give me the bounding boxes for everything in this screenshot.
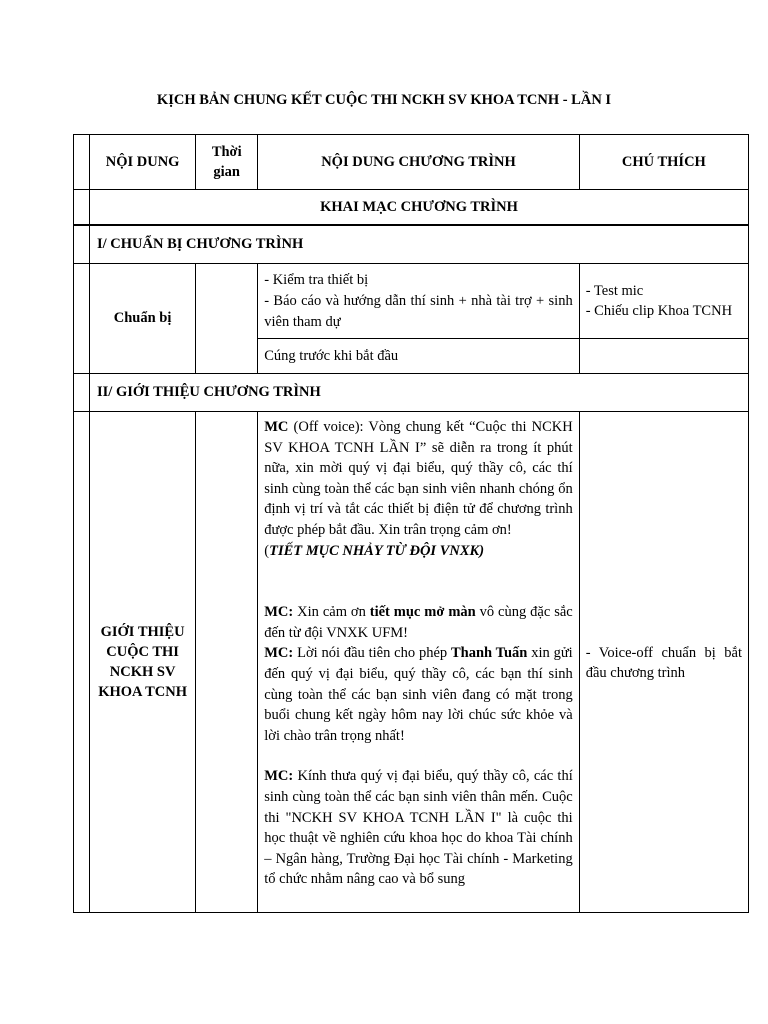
margin-cell [74,135,90,190]
section-row-1 [74,225,749,264]
script-emphasis: Thanh Tuấn [450,645,528,662]
prep-ceremony [258,339,579,374]
script-act [264,541,572,562]
intro-script-cell [258,412,579,913]
script-text: Kính thưa quý vị đại biểu, quý thầy cô, các thí sinh cùng toàn thể các bạn sinh viên thân mến. Cuộc thi "NCKH SV KHOA TCNH LẦN I" là cuộc thi học thuật về nghiên cứu khoa học do khoa Tài chính – Ngân hàng, Trường Đại học Tài chính - Marketing tổ chức nhằm nâng cao và bổ sung [264,768,573,888]
script-para-3 [264,643,572,746]
section-row-2 [74,374,749,412]
script-para-2 [264,602,572,643]
act-title: TIẾT MỤC NHẢY TỪ ĐỘI VNXK) [269,542,485,559]
prep-ceremony-text: Cúng trước khi bắt đầu [264,347,399,364]
band-row [74,190,749,226]
intro-time [196,412,258,913]
intro-note: - Voice-off chuẩn bị bắt đầu chương trình [585,645,742,681]
header-time-line2: gian [213,164,240,180]
script-para-4 [264,766,572,890]
prep-notes [579,264,748,339]
header-time [196,135,258,190]
script-text: xin gửi đến quý vị đại biểu, quý thầy cô, các bạn thí sinh cùng toàn thể các bạn sinh viên đang có mặt trong buổi chung kết ngày hôm nay lời chúc sức khỏe và lời chào trân trọng nhất! [264,645,573,744]
script-para-1 [264,417,572,541]
intro-note-cell [579,412,748,913]
header-row [74,135,749,190]
margin-cell [74,374,90,412]
prep-task-2: - Báo cáo và hướng dẫn thí sinh + nhà tài trợ + sinh viên tham dự [264,292,573,330]
mc-label: MC: [264,645,294,662]
header-time-line1: Thời [211,144,242,160]
document-title: KỊCH BẢN CHUNG KẾT CUỘC THI NCKH SV KHOA TCNH - LẦN I [156,92,612,108]
header-program: NỘI DUNG CHƯƠNG TRÌNH [258,135,579,190]
script-emphasis: tiết mục mở màn [369,604,476,621]
script-text: (Off voice): Vòng chung kết “Cuộc thi NCKH SV KHOA TCNH LẦN I” sẽ diễn ra trong ít phút nữa, xin mời quý vị đại biểu, quý thầy cô, các thí sinh cùng toàn thể các bạn sinh viên nhanh chóng ổn định vị trí và tắt các thiết bị điện tử để chương trình được phép bắt đầu. Xin trân trọng cảm ơn! [264,419,573,538]
band-opening: KHAI MẠC CHƯƠNG TRÌNH [90,190,749,226]
prep-note-2: - Chiếu clip Khoa TCNH [585,303,733,319]
paren: ( [264,542,270,559]
margin-cell [74,225,90,264]
prep-ceremony-note [579,339,748,374]
prep-note-1: - Test mic [585,283,644,299]
prep-row-1 [74,264,749,339]
prep-tasks [258,264,579,339]
script-table [73,134,749,913]
intro-label: GIỚI THIỆU CUỘC THI NCKH SV KHOA TCNH [98,624,187,700]
prep-label: Chuẩn bị [90,264,196,374]
section-title-2: II/ GIỚI THIỆU CHƯƠNG TRÌNH [90,374,749,412]
mc-label: MC: [264,768,294,785]
section-title-1: I/ CHUẨN BỊ CHƯƠNG TRÌNH [90,225,749,264]
mc-label: MC [264,419,289,435]
header-note: CHÚ THÍCH [579,135,748,190]
mc-label: MC: [264,604,294,621]
margin-cell [74,190,90,226]
prep-time [196,264,258,374]
intro-row [74,412,749,913]
script-text: vô cùng đặc sắc đến từ đội VNXK UFM! [264,604,573,641]
script-text: Xin cảm ơn [293,604,370,621]
prep-task-1: - Kiểm tra thiết bị [264,271,369,288]
header-noidung: NỘI DUNG [90,135,196,190]
intro-script [258,412,578,912]
intro-label-cell [90,412,196,913]
margin-cell [74,412,90,913]
margin-cell [74,264,90,374]
script-text: Lời nói đầu tiên cho phép [293,645,451,662]
